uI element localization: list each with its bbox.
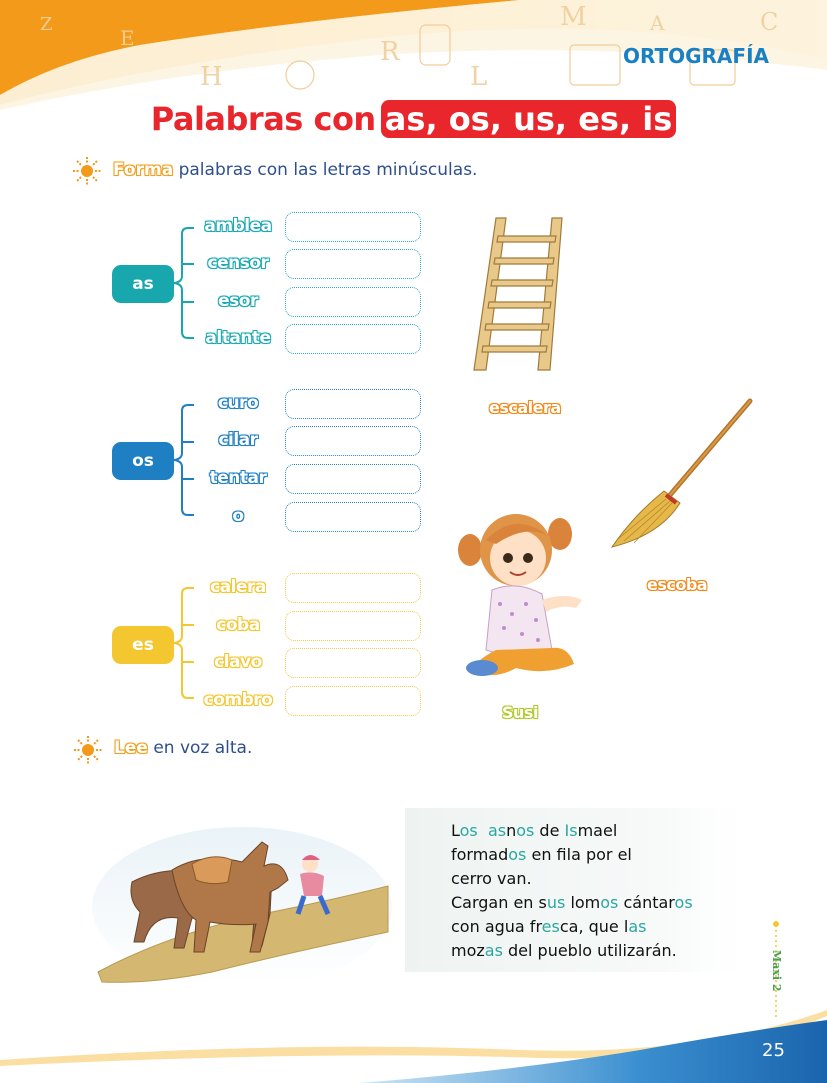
bracket-es	[170, 585, 198, 705]
page-title	[0, 100, 827, 138]
poem-segment: cántar	[618, 893, 675, 912]
word-es-1: calera	[210, 577, 266, 597]
poem-highlight: as	[628, 917, 647, 936]
word-as-1: amblea	[204, 216, 272, 236]
poem-segment	[478, 821, 488, 840]
caption-escoba: escoba	[647, 575, 708, 594]
svg-text:C: C	[760, 8, 779, 36]
poem-segment: mael	[577, 821, 618, 840]
answer-box-as-3[interactable]	[285, 287, 421, 317]
title-highlight: as, os, us, es, is	[381, 100, 676, 138]
word-os-4: o	[232, 506, 244, 526]
poem-highlight: os	[508, 845, 527, 864]
poem-segment: cerro van.	[451, 869, 532, 888]
girl-illustration	[456, 500, 592, 686]
answer-box-as-1[interactable]	[285, 212, 421, 242]
answer-box-as-2[interactable]	[285, 249, 421, 279]
ladder-illustration	[466, 214, 578, 374]
answer-box-os-1[interactable]	[285, 389, 421, 419]
answer-box-es-1[interactable]	[285, 573, 421, 603]
word-as-2: censor	[207, 253, 269, 273]
svg-text:M: M	[560, 2, 587, 32]
brand-mark: Maxi 2	[770, 950, 783, 992]
answer-box-es-3[interactable]	[285, 648, 421, 678]
caption-escalera: escalera	[489, 398, 561, 417]
activity2-instruction	[114, 738, 252, 758]
sun-icon	[73, 735, 103, 765]
poem-highlight: os	[600, 893, 619, 912]
poem-segment: moz	[451, 941, 485, 960]
syllable-pill-os: os	[112, 442, 174, 480]
poem-highlight: us	[546, 893, 566, 912]
footer-wave	[0, 1000, 827, 1083]
poem-segment: con agua fr	[451, 917, 542, 936]
poem-line	[451, 915, 693, 939]
poem-line	[451, 843, 693, 867]
svg-text:E: E	[120, 26, 135, 50]
syllable-pill-as: as	[112, 265, 174, 303]
word-as-4: altante	[205, 328, 271, 348]
poem-highlight: os	[516, 821, 535, 840]
word-os-3: tentar	[209, 468, 267, 488]
poem-segment: de	[534, 821, 565, 840]
svg-text:H: H	[200, 62, 223, 92]
broom-illustration	[604, 395, 756, 555]
activity1-keyword: Forma	[113, 160, 174, 180]
poem-segment: formad	[451, 845, 509, 864]
sun-icon	[72, 156, 102, 186]
poem-line	[451, 867, 693, 891]
poem-segment: n	[506, 821, 517, 840]
answer-box-es-4[interactable]	[285, 686, 421, 716]
word-es-4: combro	[203, 690, 273, 710]
poem-line	[451, 819, 693, 843]
activity1-text: palabras con las letras minúsculas.	[178, 160, 478, 180]
caption-susi: Susi	[502, 703, 538, 722]
word-es-3: clavo	[214, 652, 262, 672]
donkeys-illustration	[92, 822, 392, 987]
word-os-1: curo	[217, 393, 259, 413]
page-number: 25	[762, 1040, 785, 1061]
bracket-os	[170, 402, 198, 522]
poem-highlight: os	[674, 893, 693, 912]
bracket-as	[170, 225, 198, 345]
poem-highlight: Is	[564, 821, 578, 840]
answer-box-es-2[interactable]	[285, 611, 421, 641]
word-os-2: cilar	[218, 430, 258, 450]
poem-highlight: os	[459, 821, 478, 840]
answer-box-os-2[interactable]	[285, 426, 421, 456]
word-as-3: esor	[218, 291, 258, 311]
poem-text	[451, 819, 693, 963]
answer-box-as-4[interactable]	[285, 324, 421, 354]
syllable-pill-es: es	[112, 626, 174, 664]
poem-segment: del pueblo utilizarán.	[502, 941, 677, 960]
answer-box-os-3[interactable]	[285, 464, 421, 494]
poem-highlight: es	[541, 917, 560, 936]
poem-segment: ca, que l	[559, 917, 629, 936]
svg-text:L: L	[470, 62, 488, 92]
poem-line	[451, 891, 693, 915]
poem-highlight: as	[484, 941, 503, 960]
activity1-instruction	[113, 160, 477, 180]
activity2-text: en voz alta.	[153, 738, 253, 758]
poem-segment: en fila por el	[526, 845, 632, 864]
poem-segment: lom	[565, 893, 601, 912]
answer-box-os-4[interactable]	[285, 502, 421, 532]
poem-line	[451, 939, 693, 963]
section-label: ORTOGRAFÍA	[622, 44, 769, 68]
title-prefix: Palabras con	[150, 100, 376, 138]
word-es-2: coba	[216, 615, 260, 635]
poem-segment: L	[451, 821, 460, 840]
poem-highlight: as	[487, 821, 507, 840]
svg-text:A: A	[650, 11, 665, 35]
poem-segment: Cargan en s	[451, 893, 547, 912]
svg-text:R: R	[380, 37, 400, 67]
activity2-keyword: Lee	[114, 738, 148, 758]
svg-text:Z: Z	[40, 14, 53, 35]
